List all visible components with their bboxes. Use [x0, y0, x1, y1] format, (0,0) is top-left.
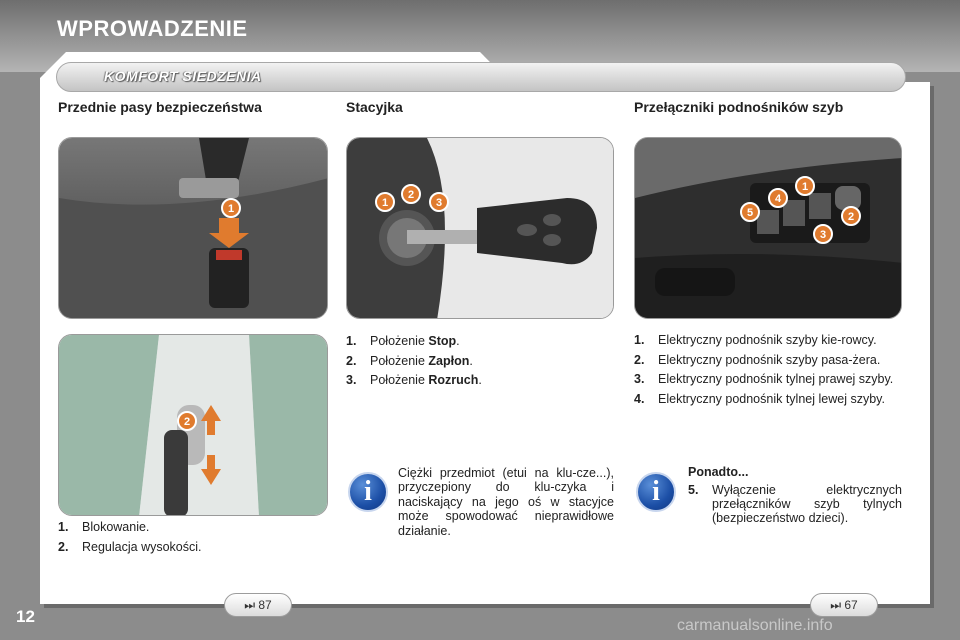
svg-text:2: 2: [183, 416, 191, 428]
list-item: 1. Elektryczny podnośnik szyby kie-rowcy.: [634, 333, 877, 347]
list-item: 3. Położenie Rozruch.: [346, 373, 482, 388]
page-title: WPROWADZENIE: [57, 16, 248, 41]
svg-text:3: 3: [819, 229, 827, 241]
svg-text:2: 2: [407, 189, 415, 201]
list-item: 2. Położenie Zapłon.: [346, 353, 473, 368]
belt-buckle-image: [58, 137, 328, 319]
heading-window-switches: Przełączniki podnośników szyb: [634, 99, 844, 115]
svg-text:2: 2: [847, 211, 855, 223]
svg-text:3: 3: [435, 197, 443, 209]
list-item: 3. Elektryczny podnośnik tylnej prawej szyby.: [634, 372, 894, 387]
ignition-legend: [346, 334, 614, 393]
list-item: 2. Regulacja wysokości.: [58, 539, 202, 554]
info-icon: i: [348, 472, 388, 512]
ignition-image: [346, 137, 614, 319]
info-icon: i: [636, 472, 676, 512]
list-item: 1. Blokowanie.: [58, 520, 150, 534]
svg-text:1: 1: [801, 181, 809, 193]
belt-legend: [58, 520, 328, 559]
list-item: 1. Położenie Stop.: [346, 334, 460, 348]
window-info: [688, 465, 902, 530]
svg-text:5: 5: [746, 207, 754, 219]
info-title: Ponadto...: [688, 465, 749, 479]
watermark: carmanualsonline.info: [677, 617, 833, 634]
belt-height-image: [58, 334, 328, 516]
callout-belt-1: [222, 199, 240, 217]
page-ref-link-87[interactable]: ⏭ 87: [224, 593, 292, 617]
list-item: 4. Elektryczny podnośnik tylnej lewej szyby.: [634, 391, 885, 406]
svg-text:4: 4: [774, 193, 782, 205]
callout-belt-2: [178, 412, 196, 430]
window-switches-image: [634, 137, 902, 319]
heading-seat-belts: Przednie pasy bezpieczeństwa: [58, 99, 262, 115]
section-title: KOMFORT SIEDZENIA: [104, 68, 262, 84]
page-number: 12: [16, 607, 35, 626]
list-item: 2. Elektryczny podnośnik szyby pasa-żera.: [634, 352, 881, 367]
heading-ignition: Stacyjka: [346, 99, 403, 115]
svg-text:1: 1: [381, 197, 389, 209]
ignition-info-text: Ciężki przedmiot (etui na klu-cze...), przyczepiony do klu-czyka i naciskający na jego oś w stacyjce może spowodować nieprawidłowe działanie.: [398, 466, 614, 538]
window-legend: [634, 333, 902, 412]
list-item: 5. Wyłączenie elektrycznych przełączników szyb tylnych (bezpieczeństwo dzieci).: [688, 482, 902, 526]
svg-text:1: 1: [227, 203, 235, 215]
page-ref-link-67[interactable]: ⏭ 67: [810, 593, 878, 617]
